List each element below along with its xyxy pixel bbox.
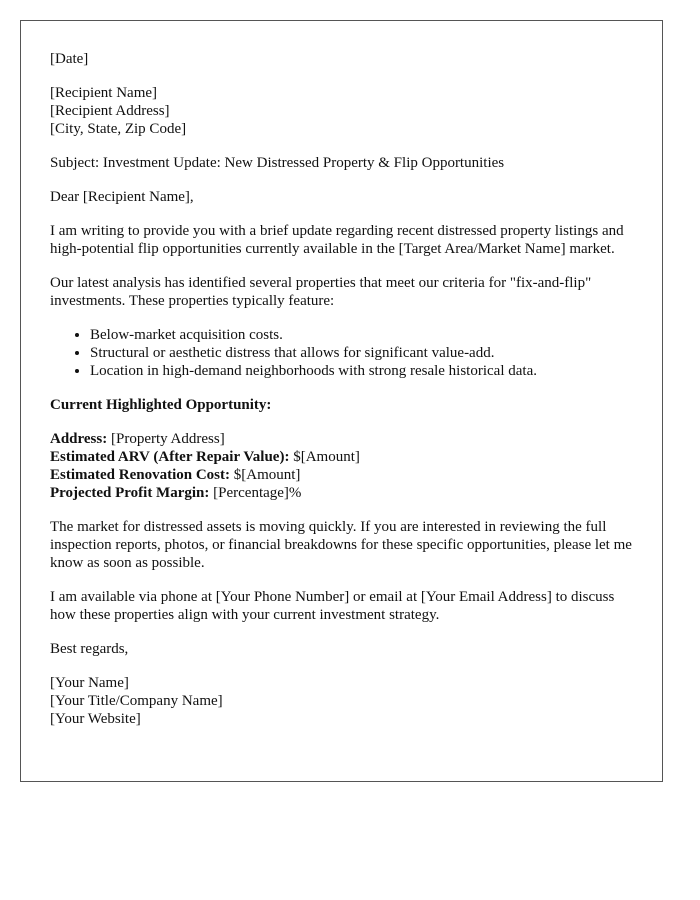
paragraph-intro: I am writing to provide you with a brief update regarding recent distressed property listings and high-potential flip opportunities currently available in the [Target Area/Market Name] market. bbox=[50, 223, 624, 257]
detail-value: [Percentage]% bbox=[209, 485, 302, 501]
paragraph-market: The market for distressed assets is moving quickly. If you are interested in reviewing the full inspection reports, photos, or financial breakdowns for these specific opportunities, please let me know as soon as possible. bbox=[50, 519, 632, 571]
signature-title: [Your Title/Company Name] bbox=[50, 693, 223, 709]
signature-block bbox=[50, 674, 632, 728]
paragraph-analysis: Our latest analysis has identified several properties that meet our criteria for "fix-and-flip" investments. These properties typically feature: bbox=[50, 275, 592, 309]
detail-value: $[Amount] bbox=[289, 449, 360, 465]
highlight-heading bbox=[50, 396, 632, 414]
detail-label: Projected Profit Margin: bbox=[50, 485, 210, 501]
recipient-city: [City, State, Zip Code] bbox=[50, 121, 187, 137]
paragraph-contact: I am available via phone at [Your Phone Number] or email at [Your Email Address] to discuss how these properties align with your current investment strategy. bbox=[50, 589, 615, 623]
criteria-list bbox=[50, 326, 632, 380]
opportunity-details bbox=[50, 430, 632, 502]
signature-name: [Your Name] bbox=[50, 675, 129, 691]
list-item: • Structural or aesthetic distress that allows for significant value-add. bbox=[90, 344, 632, 362]
subject: Subject: Investment Update: New Distressed Property & Flip Opportunities bbox=[50, 155, 505, 171]
detail-label: Estimated Renovation Cost: bbox=[50, 467, 230, 483]
highlight-heading-text: Current Highlighted Opportunity: bbox=[50, 397, 272, 413]
letter bbox=[20, 20, 663, 782]
recipient-address: [Recipient Address] bbox=[50, 103, 170, 119]
recipient-name: [Recipient Name] bbox=[50, 85, 158, 101]
detail-value: [Property Address] bbox=[107, 431, 225, 447]
recipient-block bbox=[50, 84, 632, 138]
closing: Best regards, bbox=[50, 641, 129, 657]
signature-website: [Your Website] bbox=[50, 711, 141, 727]
detail-value: $[Amount] bbox=[230, 467, 301, 483]
list-item: • Location in high-demand neighborhoods with strong resale historical data. bbox=[90, 362, 632, 380]
detail-label: Address: bbox=[50, 431, 108, 447]
detail-label: Estimated ARV (After Repair Value): bbox=[50, 449, 290, 465]
salutation: Dear [Recipient Name], bbox=[50, 189, 194, 205]
date: [Date] bbox=[50, 51, 89, 67]
list-item: • Below-market acquisition costs. bbox=[90, 326, 632, 344]
